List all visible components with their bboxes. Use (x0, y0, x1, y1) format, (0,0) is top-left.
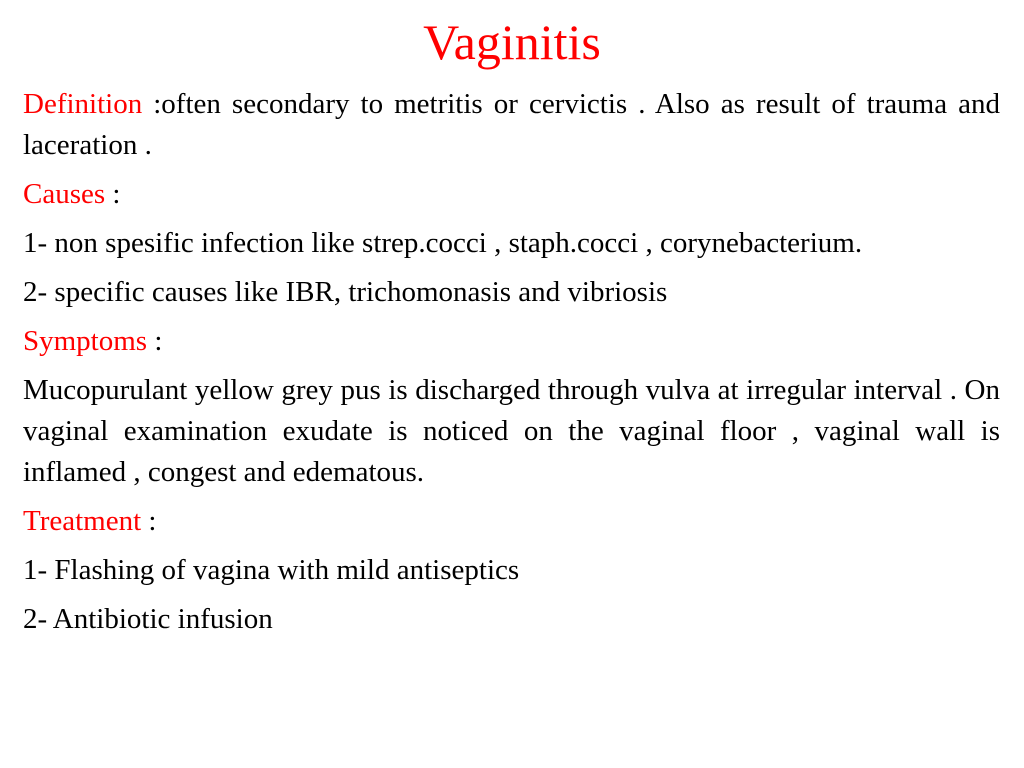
treatment-item-1: 1- Flashing of vagina with mild antiseptics (23, 554, 520, 586)
treatment-colon: : (141, 505, 157, 537)
causes-item-1: 1- non spesific infection like strep.cocci , staph.cocci , corynebacterium. (23, 227, 863, 259)
symptoms-heading (23, 321, 1000, 362)
symptoms-colon: : (147, 325, 163, 357)
causes-heading (23, 174, 1000, 215)
slide-body (23, 84, 1000, 648)
causes-colon: : (105, 178, 121, 210)
symptoms-text: Mucopurulant yellow grey pus is discharged through vulva at irregular interval . On vaginal examination exudate is noticed on the vaginal floor , vaginal wall is inflamed , congest and edematous. (23, 374, 1000, 488)
definition-text: :often secondary to metritis or cervictis . Also as result of trauma and laceration . (23, 88, 1000, 161)
treatment-item-2: 2- Antibiotic infusion (23, 603, 273, 635)
causes-item-2: 2- specific causes like IBR, trichomonasis and vibriosis (23, 276, 668, 308)
definition-paragraph (23, 84, 1000, 166)
slide-title: Vaginitis (423, 14, 601, 70)
causes-label: Causes (23, 178, 106, 210)
definition-label: Definition (23, 88, 143, 120)
treatment-label: Treatment (23, 505, 142, 537)
treatment-heading (23, 501, 1000, 542)
symptoms-label: Symptoms (23, 325, 148, 357)
